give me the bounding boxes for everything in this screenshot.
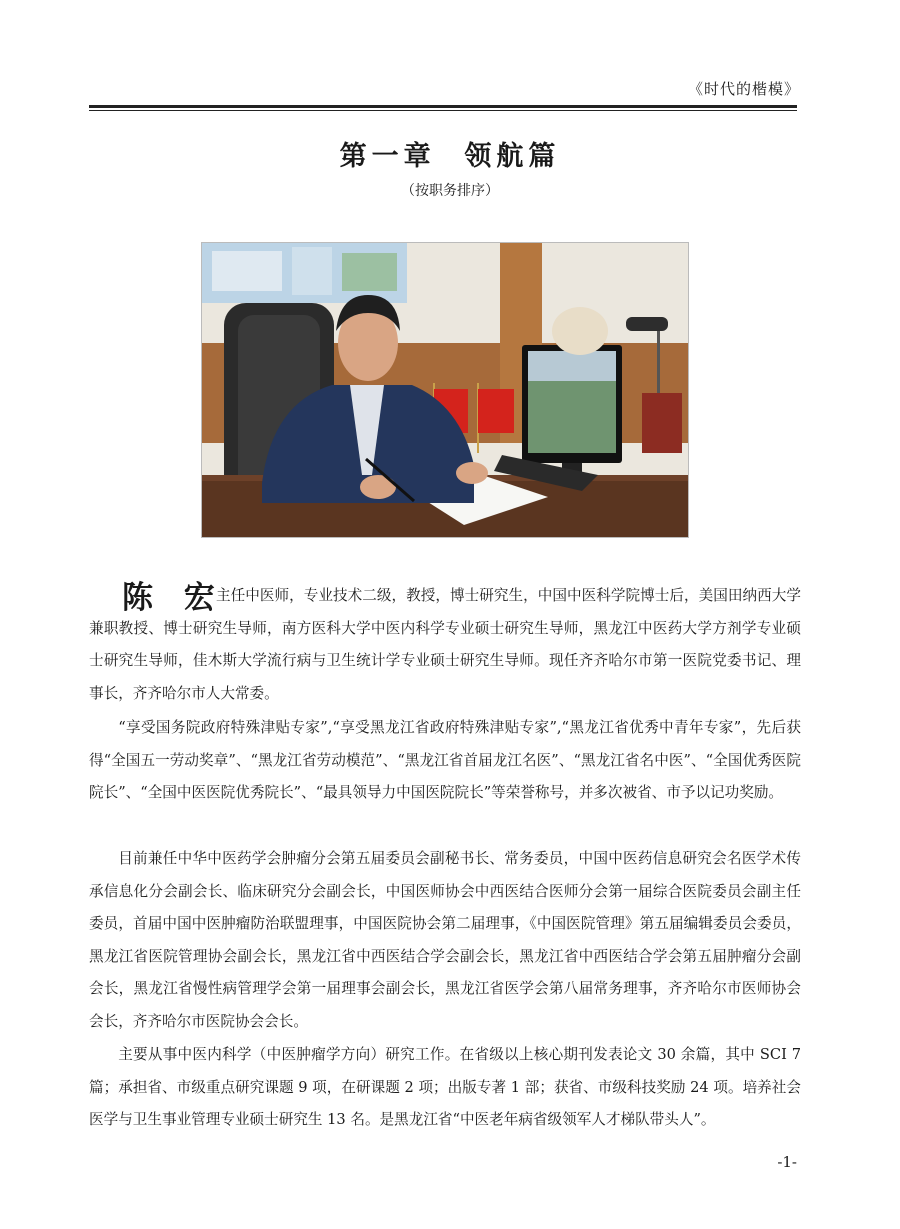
page-number: -1- xyxy=(777,1153,797,1171)
header-rule-thin xyxy=(89,110,797,111)
header-rule-thick xyxy=(89,105,797,108)
bio-paragraph-1 xyxy=(89,580,801,710)
chapter-title: 第一章 领航篇 xyxy=(339,141,561,172)
portrait-photo xyxy=(201,242,689,538)
bio-paragraph-2: “享受国务院政府特殊津贴专家”,“享受黑龙江省政府特殊津贴专家”,“黑龙江省优秀中青年专家”，先后获得“全国五一劳动奖章”、“黑龙江省劳动模范”、“黑龙江省首届龙江名医”、“黑龙江省名中医”、“全国优秀医院院长”、“全国中医医院优秀院长”、“最具领导力中国医院院长”等荣誉称号，并多次被省、市予以记功奖励。 xyxy=(89,719,801,802)
bio-paragraph-3: 目前兼任中华中医药学会肿瘤分会第五届委员会副秘书长、常务委员，中国中医药信息研究会名医学术传承信息化分会副会长、临床研究分会副会长，中国医师协会中西医结合医师分会第一届综合医院委员会副主任委员，首届中国中医肿瘤防治联盟理事，中国医院协会第二届理事，《中国医院管理》第五届编辑委员会委员，黑龙江省医院管理协会副会长，黑龙江省中西医结合学会副会长，黑龙江省中西医结合学会第五届肿瘤分会副会长，黑龙江省慢性病管理学会第一届理事会副会长，黑龙江省医学会第八届常务理事，齐齐哈尔市医师协会会长，齐齐哈尔市医院协会会长。 xyxy=(89,850,801,1030)
person-name: 陈 宏 xyxy=(122,580,225,616)
bio-paragraph-4: 主要从事中医内科学（中医肿瘤学方向）研究工作。在省级以上核心期刊发表论文 30 余篇，其中 SCI 7篇；承担省、市级重点研究课题 9 项，在研课题 2 项；出版专著 1 部；获省、市级科技奖励 24 项。培养社会医学与卫生事业管理专业硕士研究生 13 名。是黑龙江省“中医老年病省级领军人才梯队带头人”。 xyxy=(89,1046,801,1129)
bio-paragraph-1-text: 主任中医师，专业技术二级，教授，博士研究生，中国中医科学院博士后，美国田纳西大学兼职教授、博士研究生导师，南方医科大学中医内科学专业硕士研究生导师，黑龙江中医药大学方剂学专业硕士研究生导师，佳木斯大学流行病与卫生统计学专业硕士研究生导师。现任齐齐哈尔市第一医院党委书记、理事长，齐齐哈尔市人大常委。 xyxy=(89,587,801,702)
chapter-subtitle: （按职务排序） xyxy=(401,183,499,199)
header-book-title: 《时代的楷模》 xyxy=(687,80,800,98)
